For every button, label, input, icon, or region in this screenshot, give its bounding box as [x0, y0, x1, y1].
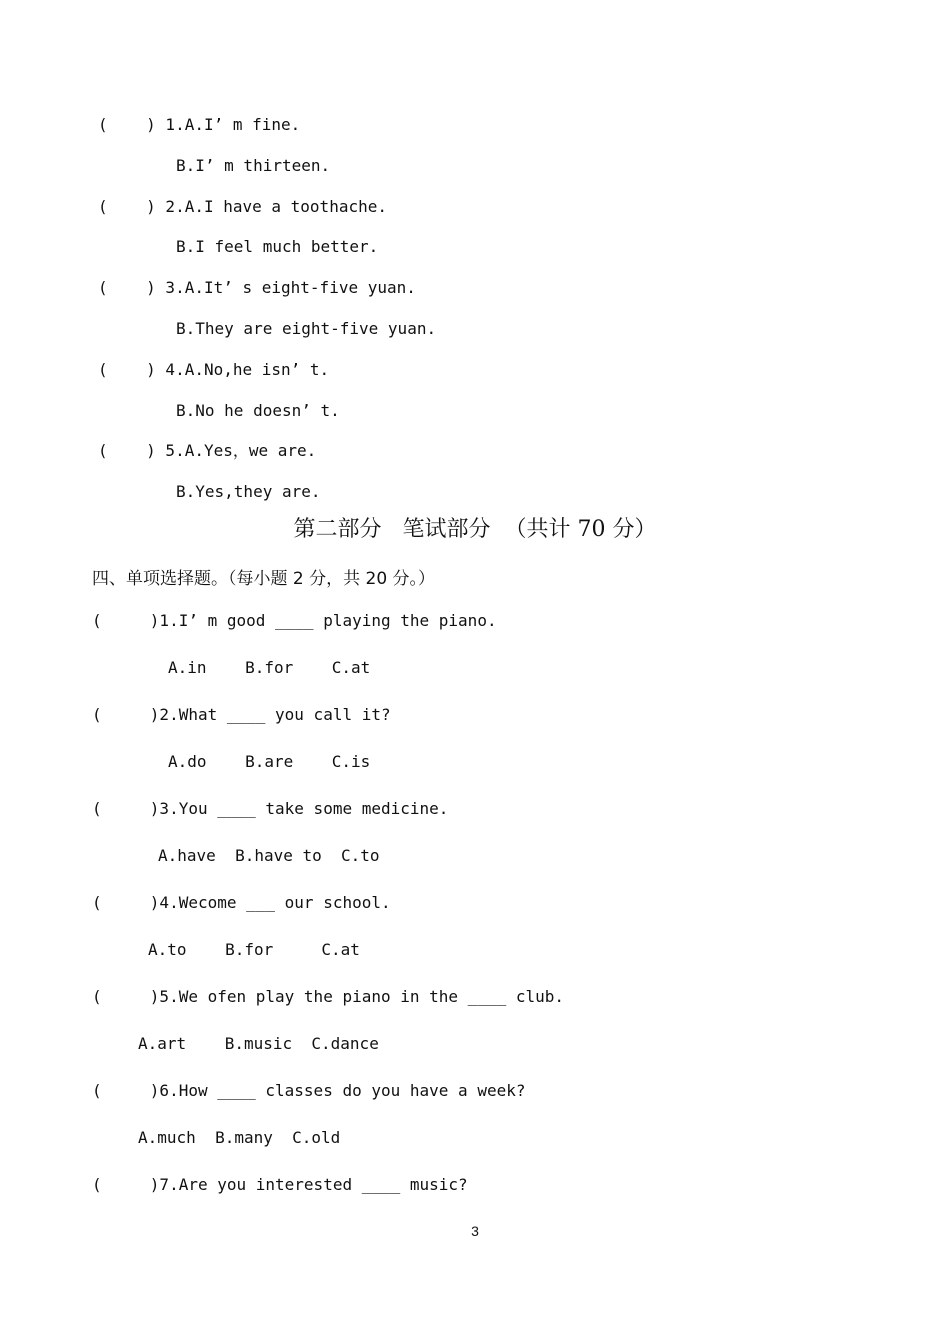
mc-q2-options: A.do B.are C.is [168, 752, 371, 771]
mc-q1-options: A.in B.for C.at [168, 658, 371, 677]
mc-q1-stem: ( )1.I’ m good ____ playing the piano. [92, 611, 497, 630]
listening-q3-stem: ( ) 3.A.It’ s eight-five yuan. [98, 278, 416, 297]
part-two-heading: 第二部分 笔试部分 （共计 70 分） [293, 517, 657, 542]
mc-q3-options: A.have B.have to C.to [158, 846, 380, 865]
listening-q2-option-b: B.I feel much better. [176, 237, 379, 256]
listening-q3-option-b: B.They are eight-five yuan. [176, 319, 437, 338]
mc-q5-options: A.art B.music C.dance [138, 1034, 379, 1053]
listening-q1-option-b: B.I’ m thirteen. [176, 156, 331, 175]
page-number: 3 [471, 1223, 479, 1239]
mc-q7-stem: ( )7.Are you interested ____ music? [92, 1175, 468, 1194]
listening-q1-stem: ( ) 1.A.I’ m fine. [98, 115, 301, 134]
listening-q2-stem: ( ) 2.A.I have a toothache. [98, 197, 387, 216]
mc-q5-stem: ( )5.We ofen play the piano in the ____ club. [92, 987, 565, 1006]
mc-q3-stem: ( )3.You ____ take some medicine. [92, 799, 449, 818]
mc-q4-stem: ( )4.Wecome ___ our school. [92, 893, 391, 912]
listening-q5-stem: ( ) 5.A.Yes，we are. [98, 441, 317, 460]
listening-q4-option-b: B.No he doesn’ t. [176, 401, 340, 420]
mc-q4-options: A.to B.for C.at [148, 940, 360, 959]
mc-q6-stem: ( )6.How ____ classes do you have a week? [92, 1081, 526, 1100]
mc-q6-options: A.much B.many C.old [138, 1128, 341, 1147]
listening-q4-stem: ( ) 4.A.No,he isn’ t. [98, 360, 330, 379]
section-four-title: 四、单项选择题。（每小题 2 分，共 20 分。） [92, 569, 436, 589]
listening-q5-option-b: B.Yes,they are. [176, 482, 321, 501]
mc-q2-stem: ( )2.What ____ you call it? [92, 705, 391, 724]
